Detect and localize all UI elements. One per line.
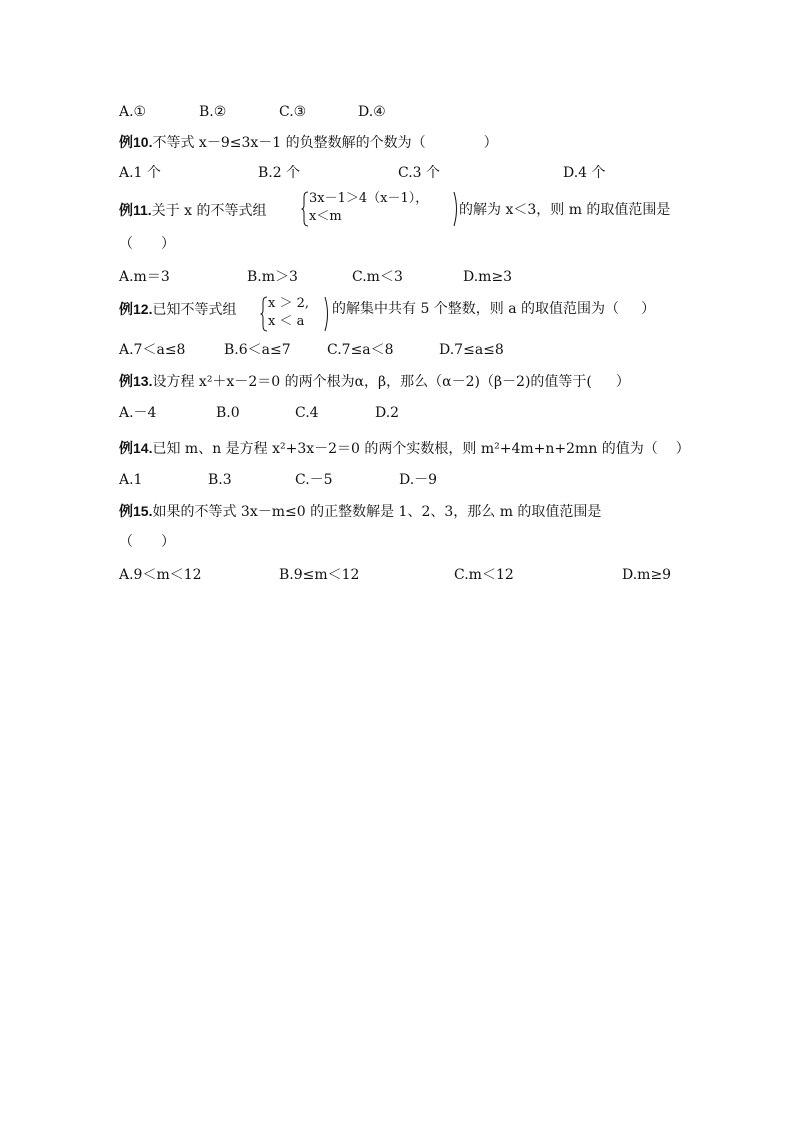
example-15-label: 例15. <box>119 503 153 519</box>
example-11-option-b: B.m＞3 <box>247 269 298 285</box>
example-14-option-d: D.－9 <box>399 472 438 488</box>
example-11-inequality-system <box>301 191 461 227</box>
left-brace-icon <box>301 191 309 227</box>
example-12-inequality-system <box>260 296 332 332</box>
q9-option-b: B.② <box>199 104 227 120</box>
example-15-option-a: A.9＜m＜12 <box>119 567 202 583</box>
example-10-option-c: C.3 个 <box>398 165 441 181</box>
example-12-option-c: C.7≤a＜8 <box>327 342 394 358</box>
example-14-option-b: B.3 <box>208 472 232 488</box>
example-12-label: 例12. <box>119 301 153 317</box>
example-11-option-a: A.m＝3 <box>119 269 170 285</box>
right-paren-icon <box>324 296 332 332</box>
example-10-question <box>119 133 498 152</box>
example-10-option-b: B.2 个 <box>258 165 301 181</box>
example-12-option-b: B.6＜a≤7 <box>224 342 291 358</box>
example-14-question <box>119 439 690 458</box>
example-13-text: 设方程 x²＋x－2＝0 的两个根为α，β，那么（α－2)（β－2)的值等于( <box>152 374 592 390</box>
example-11-label: 例11. <box>119 202 152 218</box>
example-13-close: ） <box>615 374 630 390</box>
example-14-option-a: A.1 <box>119 472 143 488</box>
q9-option-c: C.③ <box>279 104 307 120</box>
example-12-close: ） <box>641 301 656 317</box>
example-11-system-row-2: x＜m <box>309 209 342 224</box>
example-11-option-c: C.m＜3 <box>352 269 403 285</box>
q9-option-d: D.④ <box>358 104 386 120</box>
example-15-text: 如果的不等式 3x－m≤0 的正整数解是 1、2、3，那么 m 的取值范围是 <box>152 504 602 520</box>
example-15-option-b: B.9≤m＜12 <box>279 567 360 583</box>
example-11-system-row-1: 3x－1＞4（x－1）， <box>309 191 429 206</box>
example-12-system-row-2: x ＜ a <box>268 314 305 329</box>
example-13-question <box>119 372 630 391</box>
example-10-text: 不等式 x－9≤3x－1 的负整数解的个数为（ <box>152 135 426 151</box>
left-brace-icon <box>260 296 268 332</box>
example-13-label: 例13. <box>119 373 153 389</box>
example-13-option-b: B.0 <box>216 405 240 421</box>
example-15-option-d: D.m≥9 <box>622 567 672 583</box>
example-11-text-after-line <box>459 201 670 219</box>
example-12-text-before: 已知不等式组 <box>152 302 237 318</box>
example-11-paren: （ ） <box>119 236 175 252</box>
example-14-text: 已知 m、n 是方程 x²+3x－2＝0 的两个实数根，则 m²+4m+n+2mn 的值为（ <box>152 441 658 457</box>
example-12-option-d: D.7≤a≤8 <box>439 342 504 358</box>
example-10-close: ） <box>483 135 498 151</box>
example-11-text-before: 关于 x 的不等式组 <box>151 203 267 219</box>
q9-option-a: A.① <box>119 104 147 120</box>
example-11-option-d: D.m≥3 <box>463 269 513 285</box>
example-10-option-d: D.4 个 <box>563 165 606 181</box>
example-11-text-after: 的解为 x＜3，则 m 的取值范围是 <box>459 202 671 218</box>
example-13-option-c: C.4 <box>295 405 319 421</box>
example-12-question <box>119 300 236 319</box>
example-13-option-d: D.2 <box>375 405 400 421</box>
example-12-text-after-line <box>332 300 655 318</box>
example-12-text-after: 的解集中共有 5 个整数，则 a 的取值范围为（ <box>332 301 620 317</box>
example-14-close: ） <box>675 441 690 457</box>
example-15-option-c: C.m＜12 <box>454 567 514 583</box>
example-10-label: 例10. <box>119 134 153 150</box>
example-15-paren: （ ） <box>119 534 175 550</box>
example-12-system-row-1: x ＞ 2, <box>268 296 309 311</box>
example-13-option-a: A.－4 <box>119 405 157 421</box>
example-11-question <box>119 201 267 220</box>
example-15-question <box>119 502 601 521</box>
example-10-option-a: A.1 个 <box>119 165 161 181</box>
example-14-option-c: C.－5 <box>295 472 333 488</box>
example-12-option-a: A.7＜a≤8 <box>119 342 186 358</box>
example-14-label: 例14. <box>119 440 153 456</box>
